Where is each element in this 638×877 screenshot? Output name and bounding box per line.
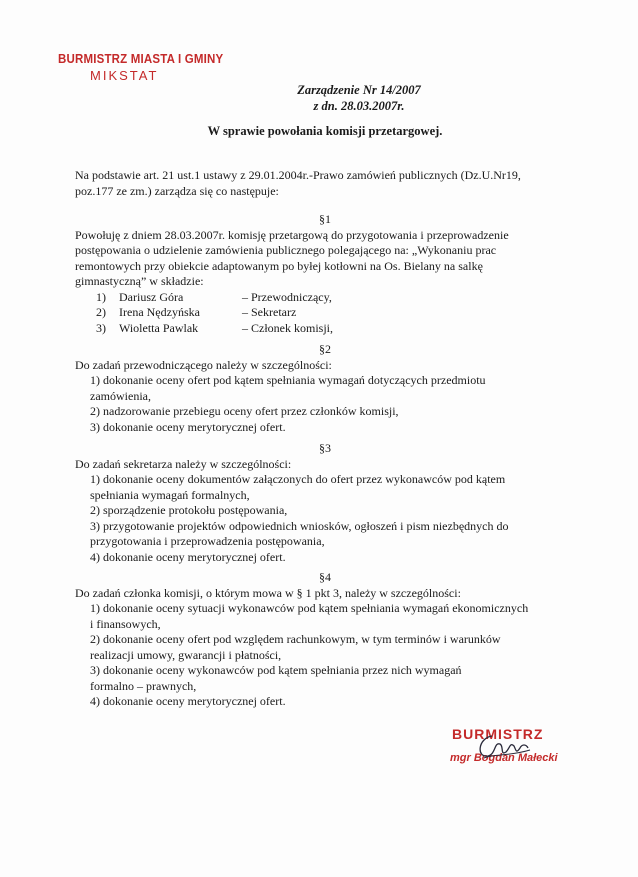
list-item: formalno – prawnych, (90, 678, 197, 693)
list-item: 3) dokonanie oceny wykonawców pod kątem spełniania przez nich wymagań (90, 663, 462, 677)
member-role: – Członek komisji, (242, 320, 333, 335)
list-item: 4) dokonanie oceny merytorycznej ofert. (90, 549, 286, 564)
list-item: 4) dokonanie oceny merytorycznej ofert. (90, 694, 286, 708)
section-3 (75, 441, 575, 565)
list-item: przygotowania i przeprowadzenia postępowania, (90, 534, 325, 548)
section-heading: §2 (319, 342, 331, 356)
section-heading: §1 (319, 212, 331, 226)
office-stamp (58, 52, 238, 83)
handwritten-signature-icon (470, 728, 540, 764)
document-title: Zarządzenie Nr 14/2007 (297, 83, 421, 97)
section-heading: §3 (319, 441, 331, 455)
member-row (96, 290, 575, 306)
list-item: 1) dokonanie oceny dokumentów załączonych do ofert przez wykonawców pod kątem (90, 472, 506, 486)
section-1 (75, 212, 575, 336)
stamp-line-1: BURMISTRZ MIASTA I GMINY (58, 52, 224, 66)
duties-list (75, 472, 575, 565)
section-line: postępowania o udzielenie zamówienia publicznego polegającego na: „Wykonaniu prac (75, 243, 497, 257)
duties-list (75, 601, 575, 710)
intro-paragraph (75, 168, 575, 199)
list-item: zamówienia, (90, 388, 151, 403)
member-number: 3) (96, 320, 106, 335)
list-item: i finansowych, (90, 616, 161, 631)
member-name: Dariusz Góra (119, 289, 184, 304)
list-item: 1) dokonanie oceny ofert pod kątem spełniania wymagań dotyczących przedmiotu (90, 373, 486, 387)
section-2 (75, 342, 575, 435)
list-item: 1) dokonanie oceny sytuacji wykonawców pod kątem spełniania wymagań ekonomicznych (90, 601, 529, 615)
member-number: 2) (96, 305, 106, 319)
document-date: z dn. 28.03.2007r. (313, 99, 405, 113)
section-heading: §4 (319, 570, 331, 584)
section-line: gimnastyczną” w składzie: (75, 274, 204, 288)
list-item: realizacji umowy, gwarancji i płatności, (90, 647, 282, 662)
signature-name: mgr Bogdan Małecki (450, 752, 558, 764)
section-line: remontowych przy obiekcie adaptowanym po byłej kotłowni na Os. Bielany na salkę (75, 258, 483, 273)
section-4 (75, 570, 575, 710)
signature-block (452, 726, 558, 764)
list-item: 2) nadzorowanie przebiegu oceny ofert przez członków komisji, (90, 404, 399, 418)
committee-members (75, 290, 575, 337)
intro-line: Na podstawie art. 21 ust.1 ustawy z 29.01.2004r.-Prawo zamówień publicznych (Dz.U.Nr19, (75, 168, 521, 182)
member-number: 1) (96, 289, 106, 304)
document-subject: W sprawie powołania komisji przetargowej. (207, 124, 443, 138)
member-name: Wioletta Pawlak (119, 320, 199, 335)
duties-list (75, 373, 575, 435)
list-item: 3) przygotowanie projektów odpowiednich wniosków, ogłoszeń i pism niezbędnych do (90, 518, 509, 533)
stamp-line-2: MIKSTAT (90, 68, 159, 83)
document-header (0, 82, 638, 114)
member-role: – Przewodniczący, (242, 289, 332, 304)
list-item: 3) dokonanie oceny merytorycznej ofert. (90, 419, 286, 434)
member-row (96, 321, 575, 337)
intro-line: poz.177 ze zm.) zarządza się co następuje: (75, 183, 279, 198)
section-line: Powołuję z dniem 28.03.2007r. komisję przetargową do przygotowania i przeprowadzenie (75, 227, 509, 242)
list-item: 2) dokonanie oceny ofert pod względem rachunkowym, w tym terminów i warunków (90, 632, 501, 646)
section-intro: Do zadań przewodniczącego należy w szczególności: (75, 357, 332, 372)
member-name: Irena Nędzyńska (119, 305, 200, 319)
member-role: – Sekretarz (242, 305, 297, 319)
section-intro: Do zadań członka komisji, o którym mowa w § 1 pkt 3, należy w szczególności: (75, 585, 461, 600)
section-intro: Do zadań sekretarza należy w szczególności: (75, 456, 292, 471)
list-item: 2) sporządzenie protokołu postępowania, (90, 503, 288, 517)
list-item: spełniania wymagań formalnych, (90, 487, 250, 502)
signature-title: BURMISTRZ (452, 726, 544, 742)
member-row (96, 305, 575, 321)
